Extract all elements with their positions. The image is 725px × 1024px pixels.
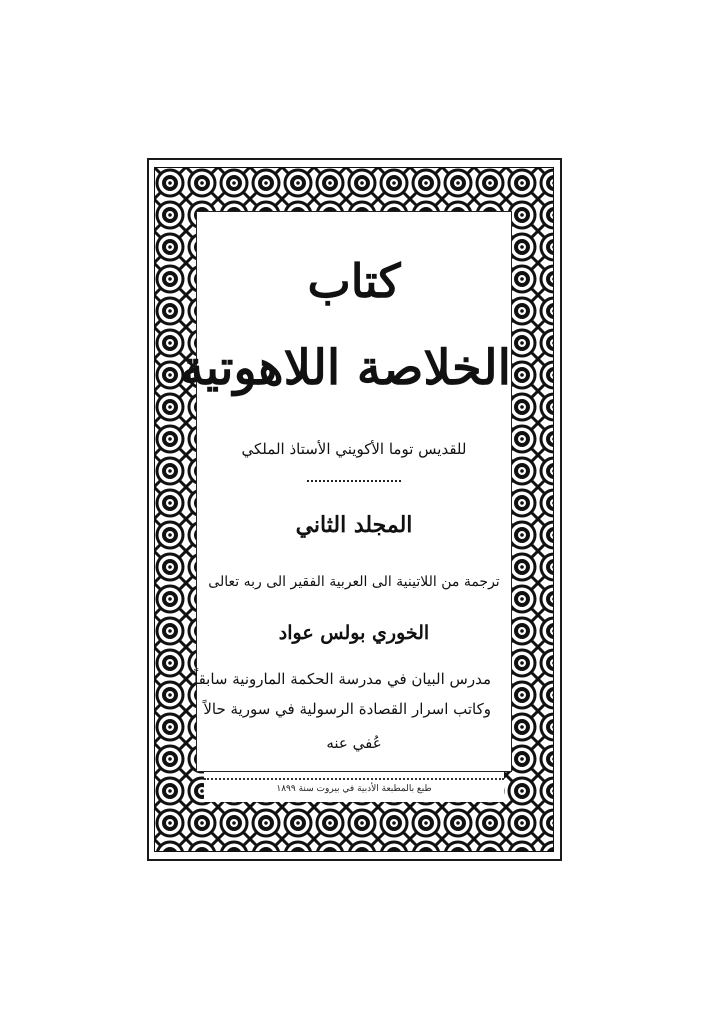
title-panel: [179, 211, 512, 772]
book-title: الخلاصة اللاهوتية: [179, 340, 511, 396]
volume-label: المجلد الثاني: [295, 512, 413, 538]
translator-name: الخوري بولس عواد: [278, 622, 430, 644]
translator-position-2: وكاتب اسرار القصادة الرسولية في سورية حالاً: [203, 700, 491, 718]
imprint-line: طبع بالمطبعة الأدبية في بيروت سنة ١٨٩٩: [276, 784, 432, 794]
separator: [307, 480, 401, 482]
translator-position-1: مدرس البيان في مدرسة الحكمة المارونية سابقاً: [194, 670, 491, 688]
translation-line: ترجمة من اللاتينية الى العربية الفقير الى ربه تعالى: [208, 574, 500, 590]
author-line: للقديس توما الأكويني الأستاذ الملكي: [241, 440, 467, 458]
closing-phrase: عُفي عنه: [326, 734, 382, 752]
imprint-band: [204, 772, 504, 802]
dotted-rule: [204, 778, 504, 780]
book-label: كتاب: [307, 254, 401, 308]
